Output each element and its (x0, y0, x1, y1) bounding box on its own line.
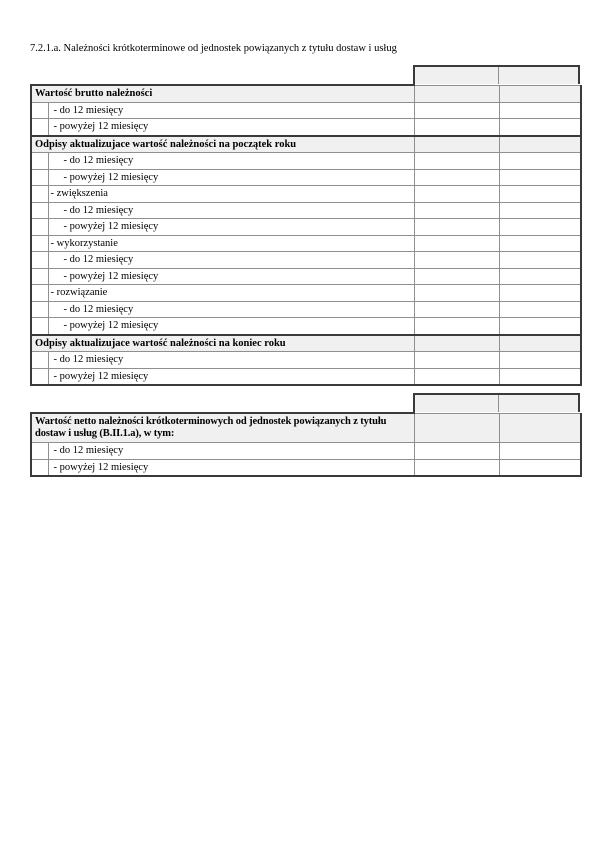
value-cell-2 (499, 335, 581, 352)
value-cell-1 (414, 268, 499, 285)
table-row (31, 352, 581, 369)
value-cell-1 (414, 186, 499, 203)
row-label: - powyżej 12 miesięcy (48, 368, 414, 385)
value-cell-2 (499, 459, 581, 476)
value-cell-2 (499, 352, 581, 369)
net-table-body (31, 413, 581, 476)
value-cell-2 (499, 443, 581, 460)
value-cell-2 (499, 153, 581, 170)
value-cell-1 (414, 153, 499, 170)
value-cell-2 (499, 413, 581, 443)
value-cell-1 (414, 102, 499, 119)
row-label: - powyżej 12 miesięcy (48, 268, 414, 285)
row-label: - do 12 miesięcy (48, 443, 414, 460)
table-row (31, 268, 581, 285)
row-indent-cell (31, 443, 48, 460)
row-indent-cell (31, 301, 48, 318)
value-cell-2 (499, 235, 581, 252)
net-table-column-headers (413, 393, 580, 412)
value-cell-1 (414, 301, 499, 318)
row-label: - powyżej 12 miesięcy (48, 119, 414, 136)
value-cell-2 (499, 85, 581, 102)
row-label: - rozwiązanie (48, 285, 414, 302)
row-label: - powyżej 12 miesięcy (48, 169, 414, 186)
table-row (31, 413, 581, 443)
row-indent-cell (31, 202, 48, 219)
value-cell-1 (414, 119, 499, 136)
row-label: - do 12 miesięcy (48, 252, 414, 269)
table-row (31, 285, 581, 302)
value-cell-2 (499, 169, 581, 186)
page-title: 7.2.1.a. Należności krótkoterminowe od jednostek powiązanych z tytułu dostaw i usług (30, 43, 397, 54)
row-indent-cell (31, 285, 48, 302)
row-indent-cell (31, 368, 48, 385)
row-indent-cell (31, 352, 48, 369)
row-indent-cell (31, 102, 48, 119)
row-indent-cell (31, 169, 48, 186)
value-cell-1 (414, 459, 499, 476)
gross-column-header-2 (499, 67, 578, 84)
row-indent-cell (31, 318, 48, 335)
row-indent-cell (31, 268, 48, 285)
row-label: - do 12 miesięcy (48, 301, 414, 318)
table-row (31, 169, 581, 186)
value-cell-2 (499, 318, 581, 335)
table-row (31, 252, 581, 269)
tables-container (30, 65, 580, 477)
value-cell-1 (414, 252, 499, 269)
row-indent-cell (31, 153, 48, 170)
gross-table-body (31, 85, 581, 385)
table-row (31, 219, 581, 236)
section-label: Wartość netto należności krótkoterminowych od jednostek powiązanych z tytułu dostaw i usług (B.II.1.a), w tym: (31, 413, 414, 443)
row-indent-cell (31, 119, 48, 136)
table-row (31, 459, 581, 476)
value-cell-1 (414, 136, 499, 153)
row-label: - zwiększenia (48, 186, 414, 203)
table-row (31, 202, 581, 219)
gross-receivables-table (30, 84, 582, 386)
value-cell-1 (414, 443, 499, 460)
section-label: Wartość brutto należności (31, 85, 414, 102)
table-row (31, 368, 581, 385)
row-indent-cell (31, 186, 48, 203)
value-cell-1 (414, 169, 499, 186)
table-row (31, 301, 581, 318)
row-label: - powyżej 12 miesięcy (48, 219, 414, 236)
net-column-header-2 (499, 395, 578, 412)
table-row (31, 153, 581, 170)
row-label: - do 12 miesięcy (48, 102, 414, 119)
value-cell-2 (499, 119, 581, 136)
row-label: - do 12 miesięcy (48, 202, 414, 219)
net-column-header-1 (415, 395, 499, 412)
row-label: - do 12 miesięcy (48, 352, 414, 369)
value-cell-2 (499, 102, 581, 119)
table-row (31, 186, 581, 203)
table-row (31, 318, 581, 335)
value-cell-1 (414, 368, 499, 385)
section-label: Odpisy aktualizujace wartość należności na początek roku (31, 136, 414, 153)
section-label: Odpisy aktualizujace wartość należności na koniec roku (31, 335, 414, 352)
value-cell-2 (499, 368, 581, 385)
value-cell-1 (414, 85, 499, 102)
table-row (31, 136, 581, 153)
table-row (31, 335, 581, 352)
value-cell-1 (414, 202, 499, 219)
row-indent-cell (31, 235, 48, 252)
table-row (31, 85, 581, 102)
row-label: - powyżej 12 miesięcy (48, 459, 414, 476)
row-indent-cell (31, 459, 48, 476)
tables-gap (30, 386, 580, 393)
value-cell-1 (414, 352, 499, 369)
gross-column-header-1 (415, 67, 499, 84)
value-cell-2 (499, 202, 581, 219)
row-label: - powyżej 12 miesięcy (48, 318, 414, 335)
table-row (31, 443, 581, 460)
value-cell-2 (499, 285, 581, 302)
net-receivables-table (30, 412, 582, 477)
row-indent-cell (31, 219, 48, 236)
value-cell-1 (414, 285, 499, 302)
value-cell-2 (499, 268, 581, 285)
value-cell-1 (414, 413, 499, 443)
value-cell-1 (414, 318, 499, 335)
value-cell-2 (499, 219, 581, 236)
value-cell-2 (499, 186, 581, 203)
table-row (31, 119, 581, 136)
value-cell-2 (499, 136, 581, 153)
value-cell-1 (414, 219, 499, 236)
gross-table-column-headers (413, 65, 580, 84)
row-indent-cell (31, 252, 48, 269)
table-row (31, 235, 581, 252)
table-row (31, 102, 581, 119)
row-label: - do 12 miesięcy (48, 153, 414, 170)
row-label: - wykorzystanie (48, 235, 414, 252)
value-cell-2 (499, 252, 581, 269)
value-cell-1 (414, 335, 499, 352)
value-cell-1 (414, 235, 499, 252)
value-cell-2 (499, 301, 581, 318)
